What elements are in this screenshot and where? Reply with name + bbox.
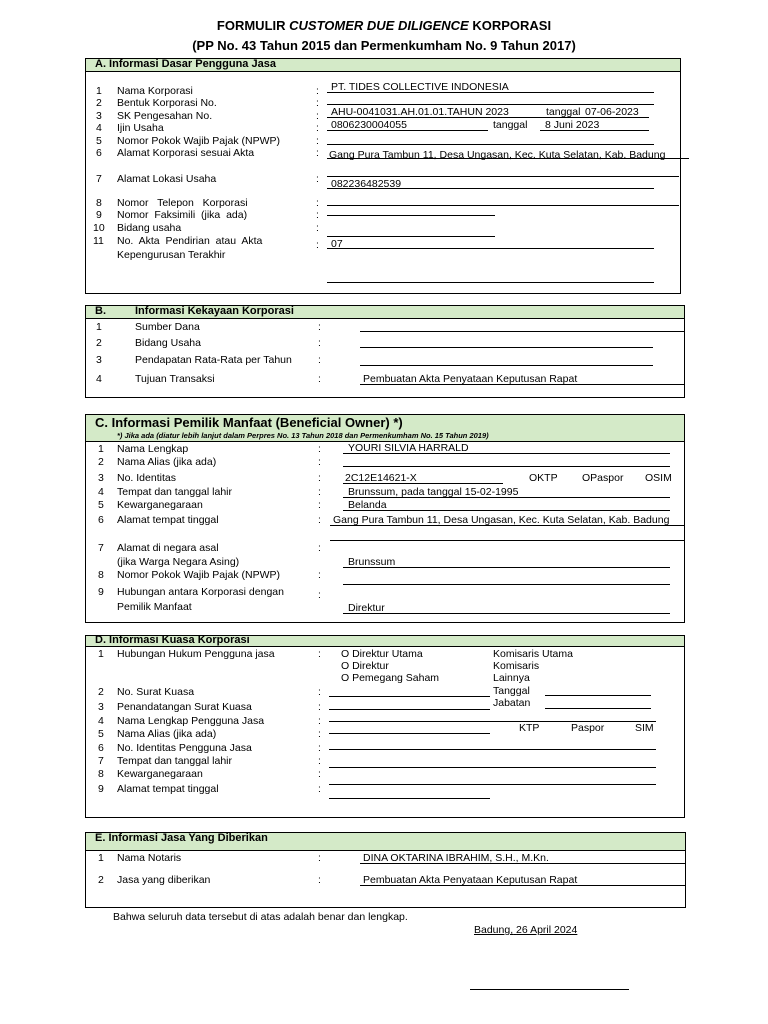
a-no-7: 7	[96, 173, 102, 185]
field-line	[343, 453, 670, 454]
c-label-2: Nama Alias (jika ada)	[117, 456, 217, 468]
colon: :	[316, 197, 319, 209]
bo-warga-value: Belanda	[348, 499, 387, 511]
colon: :	[316, 147, 319, 159]
e-label-2: Jasa yang diberikan	[117, 874, 211, 886]
section-b-header-no: B.	[95, 305, 106, 317]
ijin-tanggal-label: tanggal	[493, 119, 528, 131]
colon: :	[318, 443, 321, 455]
colon: :	[318, 742, 321, 754]
sign-place: Badung,	[474, 924, 514, 936]
field-line	[327, 117, 649, 118]
c-no-8: 8	[98, 569, 104, 581]
field-line	[327, 205, 679, 206]
c-no-1: 1	[98, 443, 104, 455]
b-label-3: Pendapatan Rata-Rata per Tahun	[135, 354, 292, 366]
sign-date-value: 26 April 2024	[516, 924, 578, 936]
a-label-7: Alamat Lokasi Usaha	[117, 173, 217, 185]
colon: :	[318, 373, 321, 385]
d-label-9: Alamat tempat tinggal	[117, 783, 219, 795]
statement-text: Bahwa seluruh data tersebut di atas adalah benar dan lengkap.	[113, 911, 408, 923]
colon: :	[318, 648, 321, 660]
b-no-3: 3	[96, 354, 102, 366]
colon: :	[316, 122, 319, 134]
colon: :	[316, 97, 319, 109]
field-line	[327, 248, 654, 249]
field-line	[327, 282, 654, 283]
field-line	[343, 584, 670, 585]
colon: :	[318, 874, 321, 886]
d-no-2: 2	[98, 686, 104, 698]
field-line	[327, 104, 654, 105]
section-c-header	[85, 414, 685, 442]
tujuan-transaksi-value: Pembuatan Akta Penyataan Keputusan Rapat	[363, 373, 578, 385]
field-line	[329, 784, 656, 785]
d-label-5: Nama Alias (jika ada)	[117, 728, 217, 740]
bo-ttl-value: Brunssum, pada tanggal 15-02-1995	[348, 486, 519, 498]
sk-tanggal-value: 07-06-2023	[585, 106, 639, 118]
jabatan-label: Jabatan	[493, 697, 531, 709]
c-no-5: 5	[98, 499, 104, 511]
colon: :	[318, 852, 321, 864]
field-line	[329, 696, 490, 697]
b-label-2: Bidang Usaha	[135, 337, 201, 349]
c-label-9b: Pemilik Manfaat	[117, 601, 192, 613]
form-title: FORMULIR CUSTOMER DUE DILIGENCE KORPORASI	[216, 18, 552, 33]
colon: :	[316, 110, 319, 122]
d-no-1: 1	[98, 648, 104, 660]
d-no-8: 8	[98, 768, 104, 780]
opt-komisaris-utama[interactable]: Komisaris Utama	[493, 648, 573, 660]
field-line	[329, 798, 490, 799]
c-label-9: Hubungan antara Korporasi dengan	[117, 586, 284, 598]
colon: :	[318, 486, 321, 498]
a-label-1: Nama Korporasi	[117, 85, 193, 97]
colon: :	[316, 222, 319, 234]
section-e-header: E. Informasi Jasa Yang Diberikan	[85, 832, 686, 851]
field-line	[343, 466, 670, 467]
field-line	[540, 130, 649, 131]
d-no-6: 6	[98, 742, 104, 754]
field-line	[327, 188, 654, 189]
a-no-11: 11	[93, 235, 104, 247]
c-label-5: Kewarganegaraan	[117, 499, 203, 511]
lokasi-usaha-value: 082236482539	[331, 178, 402, 190]
e-label-1: Nama Notaris	[117, 852, 182, 864]
field-line	[329, 721, 656, 722]
colon: :	[318, 701, 321, 713]
a-label-3: SK Pengesahan No.	[117, 110, 213, 122]
field-line	[329, 733, 490, 734]
d-label-1: Hubungan Hukum Pengguna jasa	[117, 648, 275, 660]
field-line	[343, 613, 670, 614]
d-sim-option[interactable]: SIM	[635, 722, 654, 734]
colon: :	[318, 783, 321, 795]
e-no-1: 1	[98, 852, 104, 864]
a-no-5: 5	[96, 135, 102, 147]
c-no-6: 6	[98, 514, 104, 526]
colon: :	[316, 85, 319, 97]
c-no-3: 3	[98, 472, 104, 484]
a-label-11: No. Akta Pendirian atau Akta	[117, 235, 263, 247]
section-b-header	[85, 305, 685, 319]
field-line	[327, 236, 495, 237]
b-label-4: Tujuan Transaksi	[135, 373, 215, 385]
a-no-6: 6	[96, 147, 102, 159]
bo-paspor-option[interactable]: OPaspor	[582, 472, 624, 484]
colon: :	[318, 768, 321, 780]
d-no-5: 5	[98, 728, 104, 740]
field-line	[329, 749, 656, 750]
field-line	[327, 144, 654, 145]
colon: :	[318, 456, 321, 468]
a-no-4: 4	[96, 122, 102, 134]
field-line	[360, 384, 685, 385]
ijin-tanggal-value: 8 Juni 2023	[545, 119, 600, 131]
colon: :	[318, 686, 321, 698]
b-no-2: 2	[96, 337, 102, 349]
bo-hubungan-value: Direktur	[348, 602, 385, 614]
a-no-2: 2	[96, 97, 102, 109]
opt-direktur-utama[interactable]: O Direktur Utama	[341, 648, 423, 660]
field-line	[330, 540, 685, 541]
colon: :	[318, 354, 321, 366]
sign-date	[474, 924, 577, 936]
opt-direktur[interactable]: O Direktur	[341, 660, 389, 672]
a-label-9: Nomor Faksimili (jika ada)	[117, 209, 248, 221]
section-d-header: D. Informasi Kuasa Korporasi	[85, 635, 685, 647]
bo-alamat-value: Gang Pura Tambun 11, Desa Ungasan, Kec. Kuta Selatan, Kab. Badung	[333, 514, 670, 526]
d-label-3: Penandatangan Surat Kuasa	[117, 701, 252, 713]
colon: :	[318, 728, 321, 740]
bo-nama-value: YOURI SILVIA HARRALD	[348, 442, 469, 454]
c-label-4: Tempat dan tanggal lahir	[117, 486, 232, 498]
a-no-1: 1	[96, 85, 102, 97]
c-no-2: 2	[98, 456, 104, 468]
opt-komisaris[interactable]: Komisaris	[493, 660, 540, 672]
bo-sim-option[interactable]: OSIM	[645, 472, 672, 484]
colon: :	[318, 542, 321, 554]
signature-line	[470, 989, 629, 990]
d-no-7: 7	[98, 755, 104, 767]
opt-lainnya[interactable]: Lainnya	[493, 672, 530, 684]
field-line	[343, 483, 503, 484]
section-b-header-title: Informasi Kekayaan Korporasi	[135, 305, 294, 317]
field-line	[327, 130, 488, 131]
d-ktp-option[interactable]: KTP	[519, 722, 540, 734]
ijin-usaha-value: 0806230004055	[331, 119, 407, 131]
bo-ktp-option[interactable]: OKTP	[529, 472, 558, 484]
colon: :	[318, 499, 321, 511]
a-label-11b: Kepengurusan Terakhir	[117, 249, 226, 261]
colon: :	[318, 321, 321, 333]
colon: :	[318, 569, 321, 581]
d-label-4: Nama Lengkap Pengguna Jasa	[117, 715, 265, 727]
colon: :	[318, 472, 321, 484]
a-label-4: Ijin Usaha	[117, 122, 164, 134]
bo-identitas-value: 2C12E14621-X	[345, 472, 417, 484]
a-no-3: 3	[96, 110, 102, 122]
notaris-value: DINA OKTARINA IBRAHIM, S.H., M.Kn.	[363, 852, 549, 864]
field-line	[545, 708, 651, 709]
c-label-6: Alamat tempat tinggal	[117, 514, 219, 526]
akta-no-value: 07	[331, 238, 343, 250]
c-no-7: 7	[98, 542, 104, 554]
c-label-7b: (jika Warga Negara Asing)	[117, 556, 240, 568]
a-no-9: 9	[96, 209, 102, 221]
a-label-6: Alamat Korporasi sesuai Akta	[117, 147, 255, 159]
opt-pemegang-saham[interactable]: O Pemegang Saham	[341, 672, 440, 684]
field-line	[360, 885, 686, 886]
sk-no-value: AHU-0041031.AH.01.01.TAHUN 2023	[331, 106, 509, 118]
sk-tanggal-label: tanggal	[546, 106, 581, 118]
field-line	[329, 767, 656, 768]
a-label-5: Nomor Pokok Wajib Pajak (NPWP)	[117, 135, 280, 147]
c-label-7: Alamat di negara asal	[117, 542, 219, 554]
alamat-korporasi-value: Gang Pura Tambun 11, Desa Ungasan, Kec. Kuta Selatan, Kab. Badung	[329, 149, 666, 161]
colon: :	[318, 514, 321, 526]
colon: :	[318, 715, 321, 727]
section-a-header: A. Informasi Dasar Pengguna Jasa	[85, 58, 681, 72]
b-no-4: 4	[96, 373, 102, 385]
b-label-1: Sumber Dana	[135, 321, 200, 333]
field-line	[330, 525, 685, 526]
field-line	[360, 365, 653, 366]
section-c-note: *) Jika ada (diatur lebih lanjut dalam Perpres No. 13 Tahun 2018 dan Permenkumham No. 15 Tahun 2019)	[117, 431, 489, 440]
field-line	[327, 92, 654, 93]
e-no-2: 2	[98, 874, 104, 886]
tanggal-label: Tanggal	[493, 685, 530, 697]
colon: :	[318, 755, 321, 767]
b-no-1: 1	[96, 321, 102, 333]
field-line	[327, 158, 689, 159]
colon: :	[316, 135, 319, 147]
a-no-8: 8	[96, 197, 102, 209]
a-label-8: Nomor Telepon Korporasi	[117, 197, 248, 209]
d-label-7: Tempat dan tanggal lahir	[117, 755, 232, 767]
section-c-header-title: C. Informasi Pemilik Manfaat (Beneficial Owner) *)	[95, 415, 403, 430]
jasa-value: Pembuatan Akta Penyataan Keputusan Rapat	[363, 874, 578, 886]
field-line	[360, 331, 685, 332]
field-line	[329, 709, 490, 710]
d-no-3: 3	[98, 701, 104, 713]
field-line	[360, 863, 686, 864]
a-label-10: Bidang usaha	[117, 222, 182, 234]
colon: :	[316, 209, 319, 221]
colon: :	[316, 239, 319, 251]
field-line	[327, 215, 495, 216]
colon: :	[316, 173, 319, 185]
nama-korporasi-value: PT. TIDES COLLECTIVE INDONESIA	[331, 81, 509, 93]
c-label-1: Nama Lengkap	[117, 443, 189, 455]
c-no-9: 9	[98, 586, 104, 598]
field-line	[343, 510, 670, 511]
c-label-8: Nomor Pokok Wajib Pajak (NPWP)	[117, 569, 280, 581]
d-label-8: Kewarganegaraan	[117, 768, 203, 780]
d-no-4: 4	[98, 715, 104, 727]
a-label-2: Bentuk Korporasi No.	[117, 97, 217, 109]
colon: :	[318, 337, 321, 349]
c-no-4: 4	[98, 486, 104, 498]
c-label-3: No. Identitas	[117, 472, 176, 484]
field-line	[545, 695, 651, 696]
a-no-10: 10	[93, 222, 105, 234]
bo-negara-asal-value: Brunssum	[348, 556, 396, 568]
d-paspor-option[interactable]: Paspor	[571, 722, 605, 734]
field-line	[343, 497, 670, 498]
field-line	[327, 176, 679, 177]
form-subtitle: (PP No. 43 Tahun 2015 dan Permenkumham No. 9 Tahun 2017)	[192, 38, 576, 53]
field-line	[343, 567, 670, 568]
field-line	[360, 347, 653, 348]
d-label-6: No. Identitas Pengguna Jasa	[117, 742, 252, 754]
d-no-9: 9	[98, 783, 104, 795]
colon: :	[318, 589, 321, 601]
d-label-2: No. Surat Kuasa	[117, 686, 195, 698]
